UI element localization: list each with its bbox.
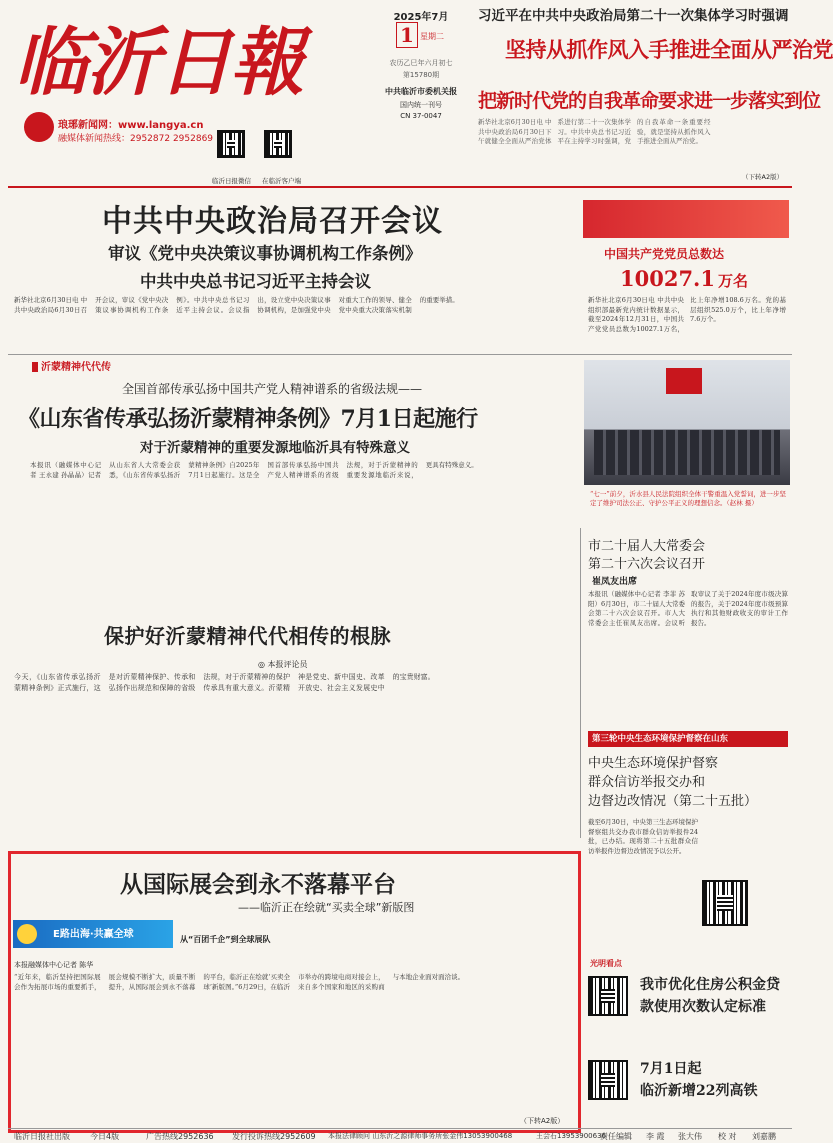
npc-body: 本报讯（融媒体中心记者 李菲 苏阳）6月30日，市二十届人大常委会第二十六次会议召开。市人大常委会主任崔凤友出席。会议听取审议了关于2024年度市级决算的报告，关于2024年度市级预算执行和其他财政收支的审计工作报告。 [588, 590, 788, 627]
oath-photo [584, 360, 790, 485]
tag-marker-icon [32, 362, 38, 372]
globe-icon [17, 924, 37, 944]
expo-banner-image [13, 920, 173, 948]
lead-divider [8, 354, 792, 355]
yimeng-body: 本报讯（融媒体中心记者 王永建 孙晶晶）记者从山东省人大常委会获悉，《山东省传承弘扬沂蒙精神条例》自2025年7月1日起施行。这是全国首部传承弘扬中国共产党人精神谱系的省级法规，对于沂蒙精神的重要发源地临沂来说，更具有特殊意义。 [30, 461, 478, 479]
top-headline-3[interactable]: 把新时代党的自我革命要求进一步落实到位 [478, 90, 821, 112]
footer-editor-1: 李 霞 [646, 1132, 665, 1141]
highlight-2-line1[interactable]: 7月1日起 [640, 1061, 702, 1077]
photo-caption: “七一”前夕，沂水县人民法院组织全体干警重温入党誓词，进一步坚定了维护司法公正、守护公平正义的理想信念。（赵林 摄） [590, 490, 786, 507]
footer-legal-2: 王会石13953900636 [536, 1132, 606, 1140]
yimeng-headline[interactable]: 《山东省传承弘扬沂蒙精神条例》7月1日起施行 [18, 406, 478, 432]
environment-headline-2[interactable]: 群众信访举报交办和 [588, 775, 706, 790]
masthead-logo [24, 112, 54, 142]
masthead-title: 临沂日報 [14, 20, 302, 106]
highlight-1[interactable]: 我市优化住房公积金贷款使用次数认定标准 [640, 977, 780, 1015]
environment-tag-text: 第三轮中央生态环境保护督察在山东 [592, 734, 729, 744]
lead-subhead-2[interactable]: 中共中央总书记习近平主持会议 [140, 272, 371, 291]
highlight1-qr-icon[interactable] [588, 976, 628, 1016]
party-title: 中国共产党党员总数达 [604, 247, 725, 261]
qr-right-icon[interactable] [265, 131, 291, 157]
party-body: 新华社北京6月30日电 中共中央组织部最新党内统计数据显示，截至2024年12月31日，中国共产党党员总数为10027.1万名，比上年净增108.6万名。党的基层组织525.0万个，比上年净增7.6万个。 [588, 296, 786, 333]
cn-label: 国内统一刊号 [400, 101, 442, 109]
sponsor: 中共临沂市委机关报 [385, 87, 457, 96]
expo-banner-text: E路出海·共赢全球 [53, 929, 134, 940]
footer-publisher: 临沂日报社出版 [14, 1132, 70, 1141]
environment-headline-3[interactable]: 边督边改情况（第二十五批） [588, 794, 758, 809]
date-lunar: 农历乙巳年六月初七 [389, 59, 453, 67]
npc-headline-2[interactable]: 第二十六次会议召开 [588, 557, 706, 572]
party-number [620, 266, 748, 291]
expo-headline[interactable]: 从国际展会到永不落幕平台 [120, 871, 396, 898]
commentary-body: 今天，《山东省传承弘扬沂蒙精神条例》正式施行，这是对沂蒙精神保护、传承和弘扬作出规范和保障的省级法规，对于沂蒙精神的保护传承具有重大意义。沂蒙精神是党史、新中国史、改革开放史、社会主义发展史中的宝贵财富。 [14, 673, 435, 692]
footer-ad-hotline: 广告热线2952636 [146, 1132, 214, 1141]
footer-rule [8, 1128, 792, 1129]
highlight-2-line2[interactable]: 临沂新增22列高铁 [640, 1083, 758, 1099]
npc-headline-1[interactable]: 市二十届人大常委会 [588, 539, 706, 554]
highlights-tag: 光明看点 [590, 959, 622, 968]
masthead-rule [8, 186, 792, 188]
lead-headline[interactable]: 中共中央政治局召开会议 [102, 204, 443, 239]
top-story-more[interactable]: （下转A2版） [742, 173, 784, 181]
party-banner [583, 200, 789, 238]
lead-subhead-1[interactable]: 审议《党中央决策议事协调机构工作条例》 [108, 244, 422, 263]
expo-subhead: ——临沂正在绘就“买卖全球”新版图 [238, 901, 415, 914]
qr-left-icon[interactable] [218, 131, 244, 157]
npc-person: 崔凤友出席 [592, 577, 638, 587]
date-day: 1 [396, 22, 418, 48]
commentary-headline[interactable]: 保护好沂蒙精神代代相传的根脉 [104, 624, 391, 648]
footer-editor-2: 张大伟 [678, 1132, 702, 1141]
party-number-unit: 万名 [717, 272, 748, 290]
flag-icon [666, 368, 702, 394]
expo-byline: 本报融媒体中心记者 陈华 [14, 961, 94, 969]
lead-body: 新华社北京6月30日电 中共中央政治局6月30日召开会议，审议《党中央决策议事协调机构工作条例》。中共中央总书记习近平主持会议。会议指出，设立党中央决策议事协调机构，是加强党中央对重大工作的领导、健全党中央重大决策落实机制的重要举措。 [14, 296, 459, 314]
date-year-month: 2025年7月 [393, 12, 449, 23]
footer-legal: 本报法律顾问 山东沂之源律师事务所张金伟13053900468 [328, 1132, 513, 1140]
commentary-byline: ◎ 本报评论员 [258, 660, 308, 669]
crowd-silhouette [594, 430, 780, 475]
footer-editor-label: 责任编辑 [600, 1132, 632, 1141]
expo-more[interactable]: （下转A2版） [520, 1117, 565, 1125]
environment-qr-icon[interactable] [702, 880, 748, 926]
expo-section-head: 从“百团千企”到全球展队 [180, 935, 271, 944]
qr2-label: 在临沂客户端 [262, 177, 301, 185]
footer-proof-label: 校 对 [718, 1132, 737, 1141]
footer-proof: 刘嘉鹏 [752, 1132, 776, 1141]
date-weekday: 星期二 [420, 32, 444, 41]
qr1-label: 临沂日报微信 [212, 177, 251, 185]
expo-body: “近年来，临沂坚持把国际展会作为拓展市场的重要抓手，展会规模不断扩大，质量不断提升，从国际展会到永不落幕的平台，临沂正在绘就‘买卖全球’新版图。”6月29日，在临沂市举办的跨境电商对接会上，来自多个国家和地区的采购商与本地企业面对面洽谈。 [14, 973, 465, 991]
top-headline-1[interactable]: 习近平在中共中央政治局第二十一次集体学习时强调 [478, 8, 789, 24]
environment-headline-1[interactable]: 中央生态环境保护督察 [588, 756, 719, 771]
party-number-value: 10027.1 [620, 266, 715, 291]
footer-complaint: 发行投诉热线2952609 [232, 1132, 316, 1141]
issue-number: 第15780期 [402, 71, 440, 79]
cn-code: CN 37-0047 [400, 112, 442, 120]
yimeng-tag-text: 沂蒙精神代代传 [41, 362, 111, 373]
website-label[interactable]: 琅琊新闻网：www.langya.cn [58, 120, 204, 131]
highlight2-qr-icon[interactable] [588, 1060, 628, 1100]
hotline: 融媒体新闻热线：2952872 2952869 [58, 134, 214, 144]
environment-tag [588, 731, 788, 747]
footer-pages: 今日4版 [90, 1132, 120, 1141]
right-column-divider [580, 528, 581, 838]
yimeng-column-tag [32, 358, 111, 373]
top-headline-2[interactable]: 坚持从抓作风入手推进全面从严治党 [505, 37, 833, 62]
yimeng-kicker: 全国首部传承弘扬中国共产党人精神谱系的省级法规—— [122, 382, 423, 396]
yimeng-subhead: 对于沂蒙精神的重要发源地临沂具有特殊意义 [140, 440, 410, 456]
top-story-body: 新华社北京6月30日电 中共中央政治局6月30日下午就健全全面从严治党体系进行第二十一次集体学习。中共中央总书记习近平在主持学习时强调，党的自我革命一条重要经验，就是坚持从抓作风入手推进全面从严治党。 [478, 118, 711, 145]
environment-body: 截至6月30日，中央第三生态环境保护督察组共交办我市群众信访举报件24批，已办结。现将第二十五批群众信访举报件边督边改情况予以公开。 [588, 818, 698, 855]
